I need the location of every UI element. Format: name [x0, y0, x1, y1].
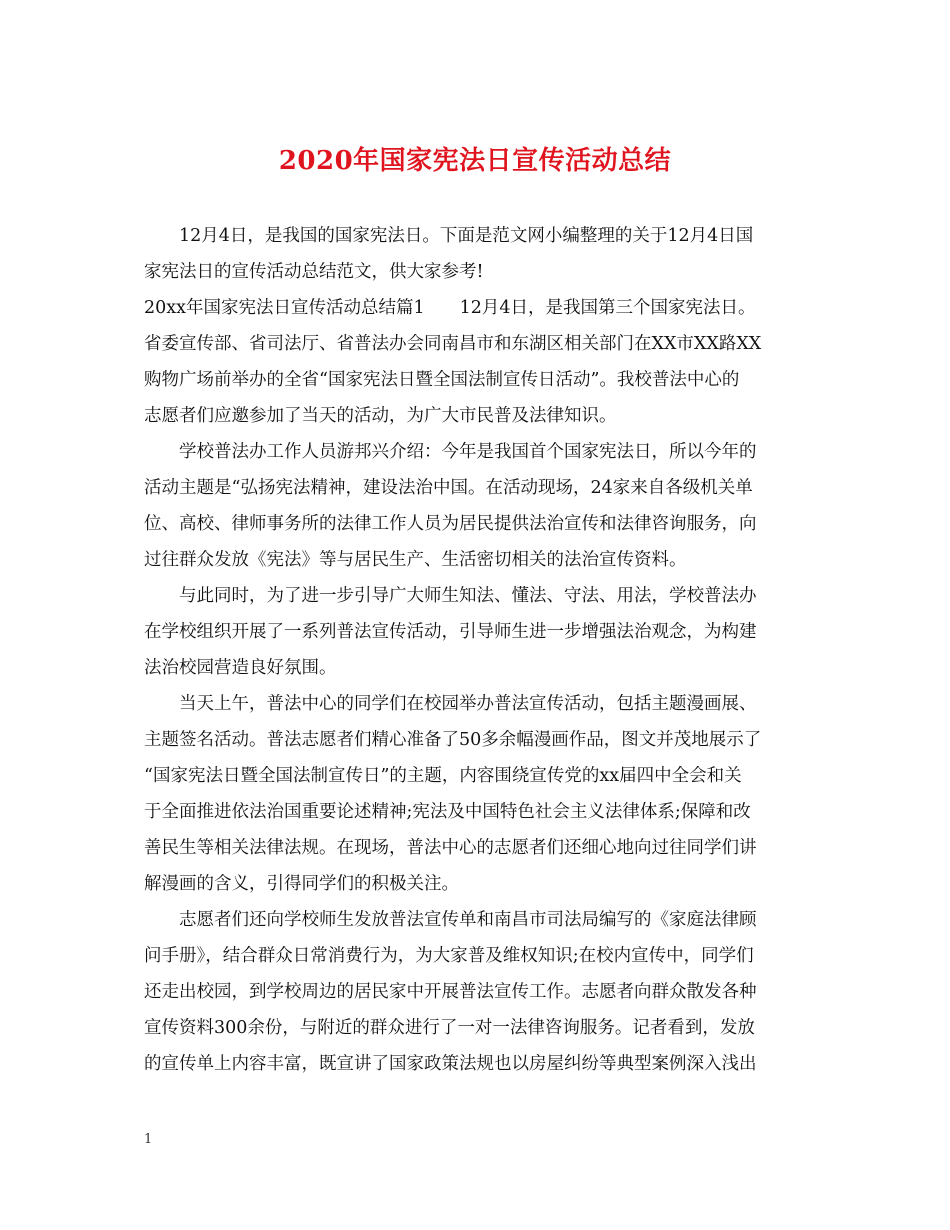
text-line: 在学校组织开展了一系列普法宣传活动，引导师生进一步增强法治观念，为构建 [144, 622, 757, 642]
text-line: 问手册》，结合群众日常消费行为，为大家普及维权知识;在校内宣传中，同学们 [144, 946, 754, 966]
text-line: 省委宣传部、省司法厅、省普法办会同南昌市和东湖区相关部门在XX市XX路XX [144, 334, 762, 354]
text-line: 解漫画的含义，引得同学们的积极关注。 [144, 874, 459, 894]
text-line: 活动主题是“弘扬宪法精神，建设法治中国。在活动现场，24家来自各级机关单 [144, 478, 753, 498]
text-line: 法治校园营造良好氛围。 [144, 658, 337, 678]
text-line: 志愿者们应邀参加了当天的活动，为广大市民普及法律知识。 [144, 406, 617, 426]
text-line: 过往群众发放《宪法》等与居民生产、生活密切相关的法治宣传资料。 [144, 550, 687, 570]
text-line: 位、高校、律师事务所的法律工作人员为居民提供法治宣传和法律咨询服务，向 [144, 514, 757, 534]
document-title: 2020年国家宪法日宣传活动总结 [278, 146, 672, 176]
text-line: 主题签名活动。普法志愿者们精心准备了50多余幅漫画作品，图文并茂地展示了 [144, 730, 762, 750]
text-line: 还走出校园，到学校周边的居民家中开展普法宣传工作。志愿者向群众散发各种 [144, 982, 757, 1002]
text-line: 20xx年国家宪法日宣传活动总结篇1 12月4日，是我国第三个国家宪法日。 [144, 298, 756, 318]
page-number: 1 [144, 1132, 153, 1147]
text-line: 志愿者们还向学校师生发放普法宣传单和南昌市司法局编写的《家庭法律顾 [179, 910, 757, 930]
text-line: 12月4日，是我国的国家宪法日。下面是范文网小编整理的关于12月4日国 [179, 226, 754, 246]
text-line: 善民生等相关法律法规。在现场，普法中心的志愿者们还细心地向过往同学们讲 [144, 838, 757, 858]
text-line: 宣传资料300余份，与附近的群众进行了一对一法律咨询服务。记者看到，发放 [144, 1018, 755, 1038]
text-line: 与此同时，为了进一步引导广大师生知法、懂法、守法、用法，学校普法办 [179, 586, 757, 606]
text-line: 购物广场前举办的全省“国家宪法日暨全国法制宣传日活动”。我校普法中心的 [144, 370, 740, 390]
text-line: 学校普法办工作人员游邦兴介绍：今年是我国首个国家宪法日，所以今年的 [179, 442, 757, 462]
text-line: “国家宪法日暨全国法制宣传日”的主题，内容围绕宣传党的xx届四中全会和关 [144, 766, 742, 786]
document-body [144, 218, 806, 1082]
text-line: 于全面推进依法治国重要论述精神;宪法及中国特色社会主义法律体系;保障和改 [144, 802, 751, 822]
text-line: 的宣传单上内容丰富，既宣讲了国家政策法规也以房屋纠纷等典型案例深入浅出 [144, 1054, 757, 1074]
text-line: 家宪法日的宣传活动总结范文，供大家参考! [144, 262, 484, 282]
text-line: 当天上午，普法中心的同学们在校园举办普法宣传活动，包括主题漫画展、 [179, 694, 757, 714]
